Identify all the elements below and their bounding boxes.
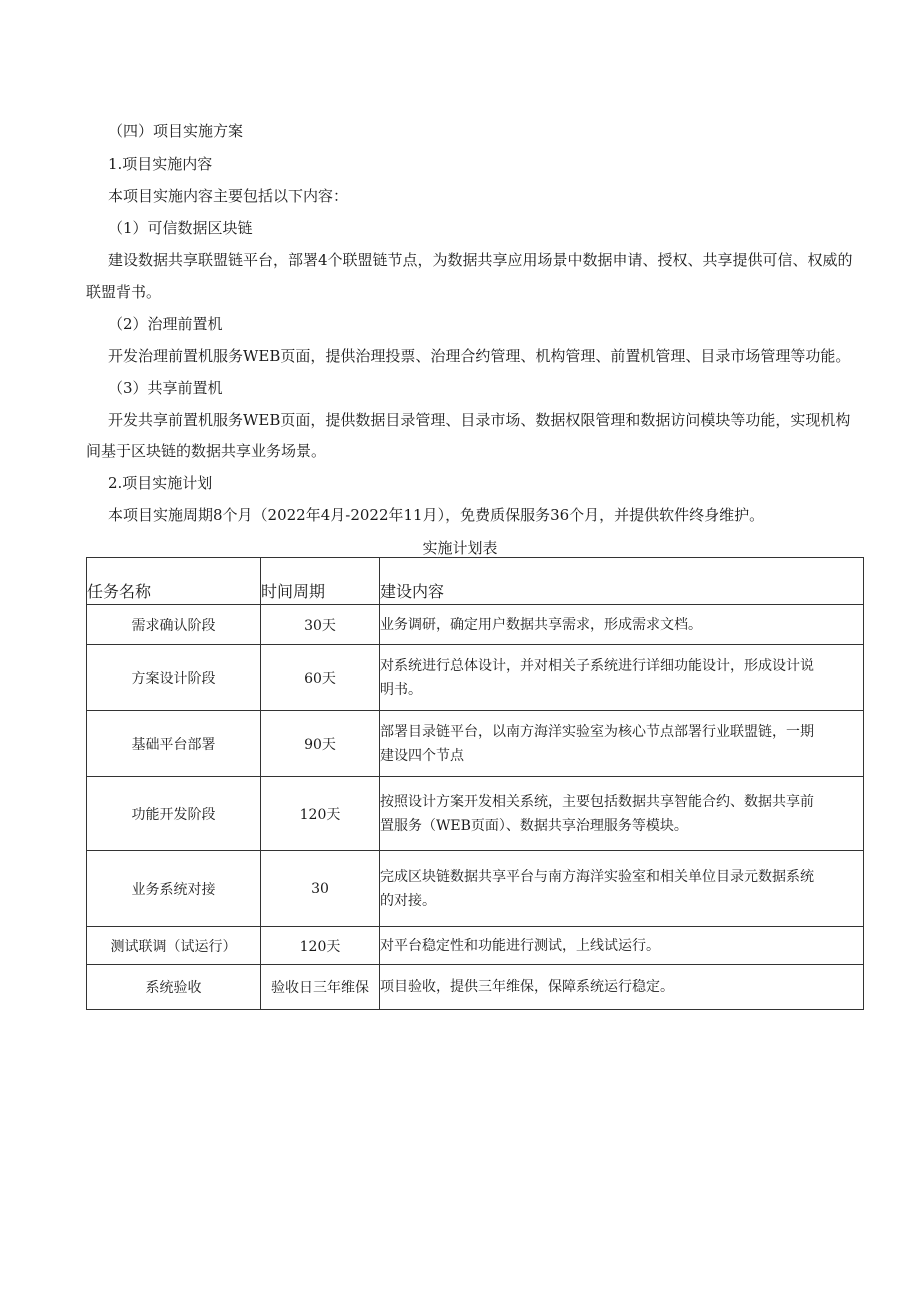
cell-content — [380, 927, 864, 965]
subsection-1-title: 1.项目实施内容 — [108, 155, 213, 173]
cell-content — [380, 777, 864, 851]
item-2-body-line-1: 开发治理前置机服务WEB页面，提供治理投票、治理合约管理、机构管理、前置机管理、目录市场管理等功能。 — [108, 347, 851, 365]
subsection-1-intro: 本项目实施内容主要包括以下内容： — [108, 187, 349, 205]
cell-task-name: 基础平台部署 — [87, 711, 261, 777]
header-task-name: 任务名称 — [87, 558, 261, 605]
table-row — [87, 711, 864, 777]
item-3-body-line-1: 开发共享前置机服务WEB页面，提供数据目录管理、目录市场、数据权限管理和数据访问模块等功能，实现机构 — [108, 411, 851, 429]
cell-content-line: 业务调研，确定用户数据共享需求，形成需求文档。 — [380, 616, 702, 633]
table-row — [87, 965, 864, 1010]
cell-task-name: 方案设计阶段 — [87, 645, 261, 711]
item-1-body-line-1: 建设数据共享联盟链平台，部署4个联盟链节点，为数据共享应用场景中数据申请、授权、共享提供可信、权威的 — [108, 251, 853, 269]
section-title: （四）项目实施方案 — [108, 122, 244, 140]
cell-content — [380, 965, 864, 1010]
item-1-title: （1）可信数据区块链 — [108, 219, 253, 237]
item-1-body-line-2: 联盟背书。 — [86, 283, 162, 301]
cell-task-name: 需求确认阶段 — [87, 605, 261, 645]
cell-content-line: 建设四个节点 — [380, 747, 464, 764]
cell-task-name: 业务系统对接 — [87, 851, 261, 927]
cell-period: 60天 — [261, 645, 380, 711]
cell-period: 120天 — [261, 777, 380, 851]
table-row — [87, 777, 864, 851]
table-row — [87, 851, 864, 927]
cell-content-line: 的对接。 — [380, 892, 436, 909]
table-header-row — [87, 558, 864, 605]
cell-content-line: 项目验收，提供三年维保，保障系统运行稳定。 — [380, 979, 674, 995]
cell-task-name: 系统验收 — [87, 965, 261, 1010]
cell-content-line: 完成区块链数据共享平台与南方海洋实验室和相关单位目录元数据系统 — [380, 868, 814, 885]
cell-task-name: 测试联调（试运行） — [87, 927, 261, 965]
cell-content-line: 明书。 — [380, 681, 422, 698]
plan-table — [86, 557, 864, 1010]
cell-task-name: 功能开发阶段 — [87, 777, 261, 851]
table-row — [87, 927, 864, 965]
cell-content-line: 对系统进行总体设计，并对相关子系统进行详细功能设计，形成设计说 — [380, 657, 814, 674]
header-content: 建设内容 — [380, 558, 864, 605]
cell-period: 30天 — [261, 605, 380, 645]
cell-content-line: 部署目录链平台，以南方海洋实验室为核心节点部署行业联盟链，一期 — [380, 723, 814, 740]
cell-period: 验收日三年维保 — [261, 965, 380, 1010]
cell-content — [380, 711, 864, 777]
table-caption: 实施计划表 — [422, 539, 498, 557]
item-2-title: （2）治理前置机 — [108, 315, 223, 333]
subsection-2-body: 本项目实施周期8个月（2022年4月-2022年11月），免费质保服务36个月，并提供软件终身维护。 — [108, 506, 765, 524]
cell-content — [380, 605, 864, 645]
cell-period: 30 — [261, 851, 380, 927]
cell-period: 90天 — [261, 711, 380, 777]
table-row — [87, 605, 864, 645]
item-3-title: （3）共享前置机 — [108, 379, 223, 397]
subsection-2-title: 2.项目实施计划 — [108, 474, 213, 492]
item-3-body-line-2: 间基于区块链的数据共享业务场景。 — [86, 442, 327, 460]
cell-content-line: 对平台稳定性和功能进行测试，上线试运行。 — [380, 937, 660, 954]
header-period: 时间周期 — [261, 558, 380, 605]
cell-period: 120天 — [261, 927, 380, 965]
table-row — [87, 645, 864, 711]
cell-content — [380, 645, 864, 711]
cell-content-line: 置服务（WEB页面）、数据共享治理服务等模块。 — [380, 817, 688, 834]
cell-content-line: 按照设计方案开发相关系统，主要包括数据共享智能合约、数据共享前 — [380, 793, 814, 810]
cell-content — [380, 851, 864, 927]
